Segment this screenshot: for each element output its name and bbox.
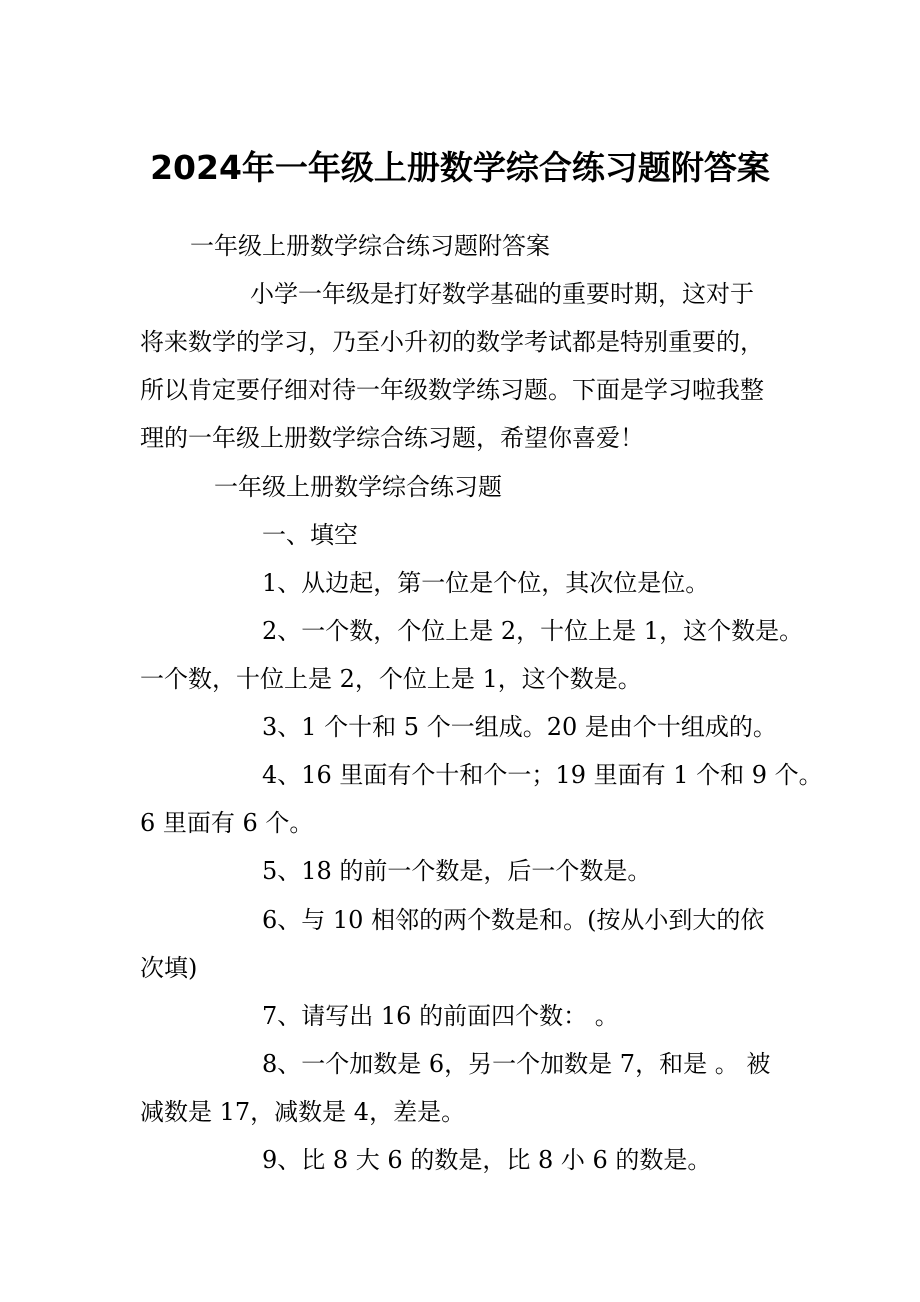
question-8-line-2: 减数是 17，减数是 4，差是。 (140, 1098, 466, 1126)
document-title: 2024年一年级上册数学综合练习题附答案 (150, 148, 770, 187)
intro-line-3: 所以肯定要仔细对待一年级数学练习题。下面是学习啦我整 (140, 376, 764, 404)
question-9: 9、比 8 大 6 的数是，比 8 小 6 的数是。 (262, 1146, 712, 1174)
intro-line-4: 理的一年级上册数学综合练习题，希望你喜爱！ (140, 424, 644, 452)
question-2-line-1: 2、一个数，个位上是 2，十位上是 1，这个数是。 (262, 617, 804, 645)
question-2-line-2: 一个数，十位上是 2，个位上是 1，这个数是。 (140, 665, 642, 693)
document-subtitle: 一年级上册数学综合练习题附答案 (190, 232, 550, 260)
question-4-line-1: 4、16 里面有个十和个一；19 里面有 1 个和 9 个。 (262, 761, 823, 789)
section-heading: 一年级上册数学综合练习题 (214, 473, 502, 501)
question-1: 1、从边起，第一位是个位，其次位是位。 (262, 569, 710, 597)
question-4-line-2: 6 里面有 6 个。 (140, 809, 314, 837)
question-6-line-2: 次填) (140, 954, 198, 982)
question-8-line-1: 8、一个加数是 6，另一个加数是 7，和是 。 被 (262, 1050, 771, 1078)
intro-line-2: 将来数学的学习，乃至小升初的数学考试都是特别重要的， (140, 328, 764, 356)
intro-line-1: 小学一年级是打好数学基础的重要时期，这对于 (250, 280, 754, 308)
question-5: 5、18 的前一个数是，后一个数是。 (262, 857, 652, 885)
question-6-line-1: 6、与 10 相邻的两个数是和。(按从小到大的依 (262, 906, 765, 934)
question-7: 7、请写出 16 的前面四个数： 。 (262, 1002, 619, 1030)
question-3: 3、1 个十和 5 个一组成。20 是由个十组成的。 (262, 713, 777, 741)
part-heading: 一、填空 (262, 521, 358, 549)
